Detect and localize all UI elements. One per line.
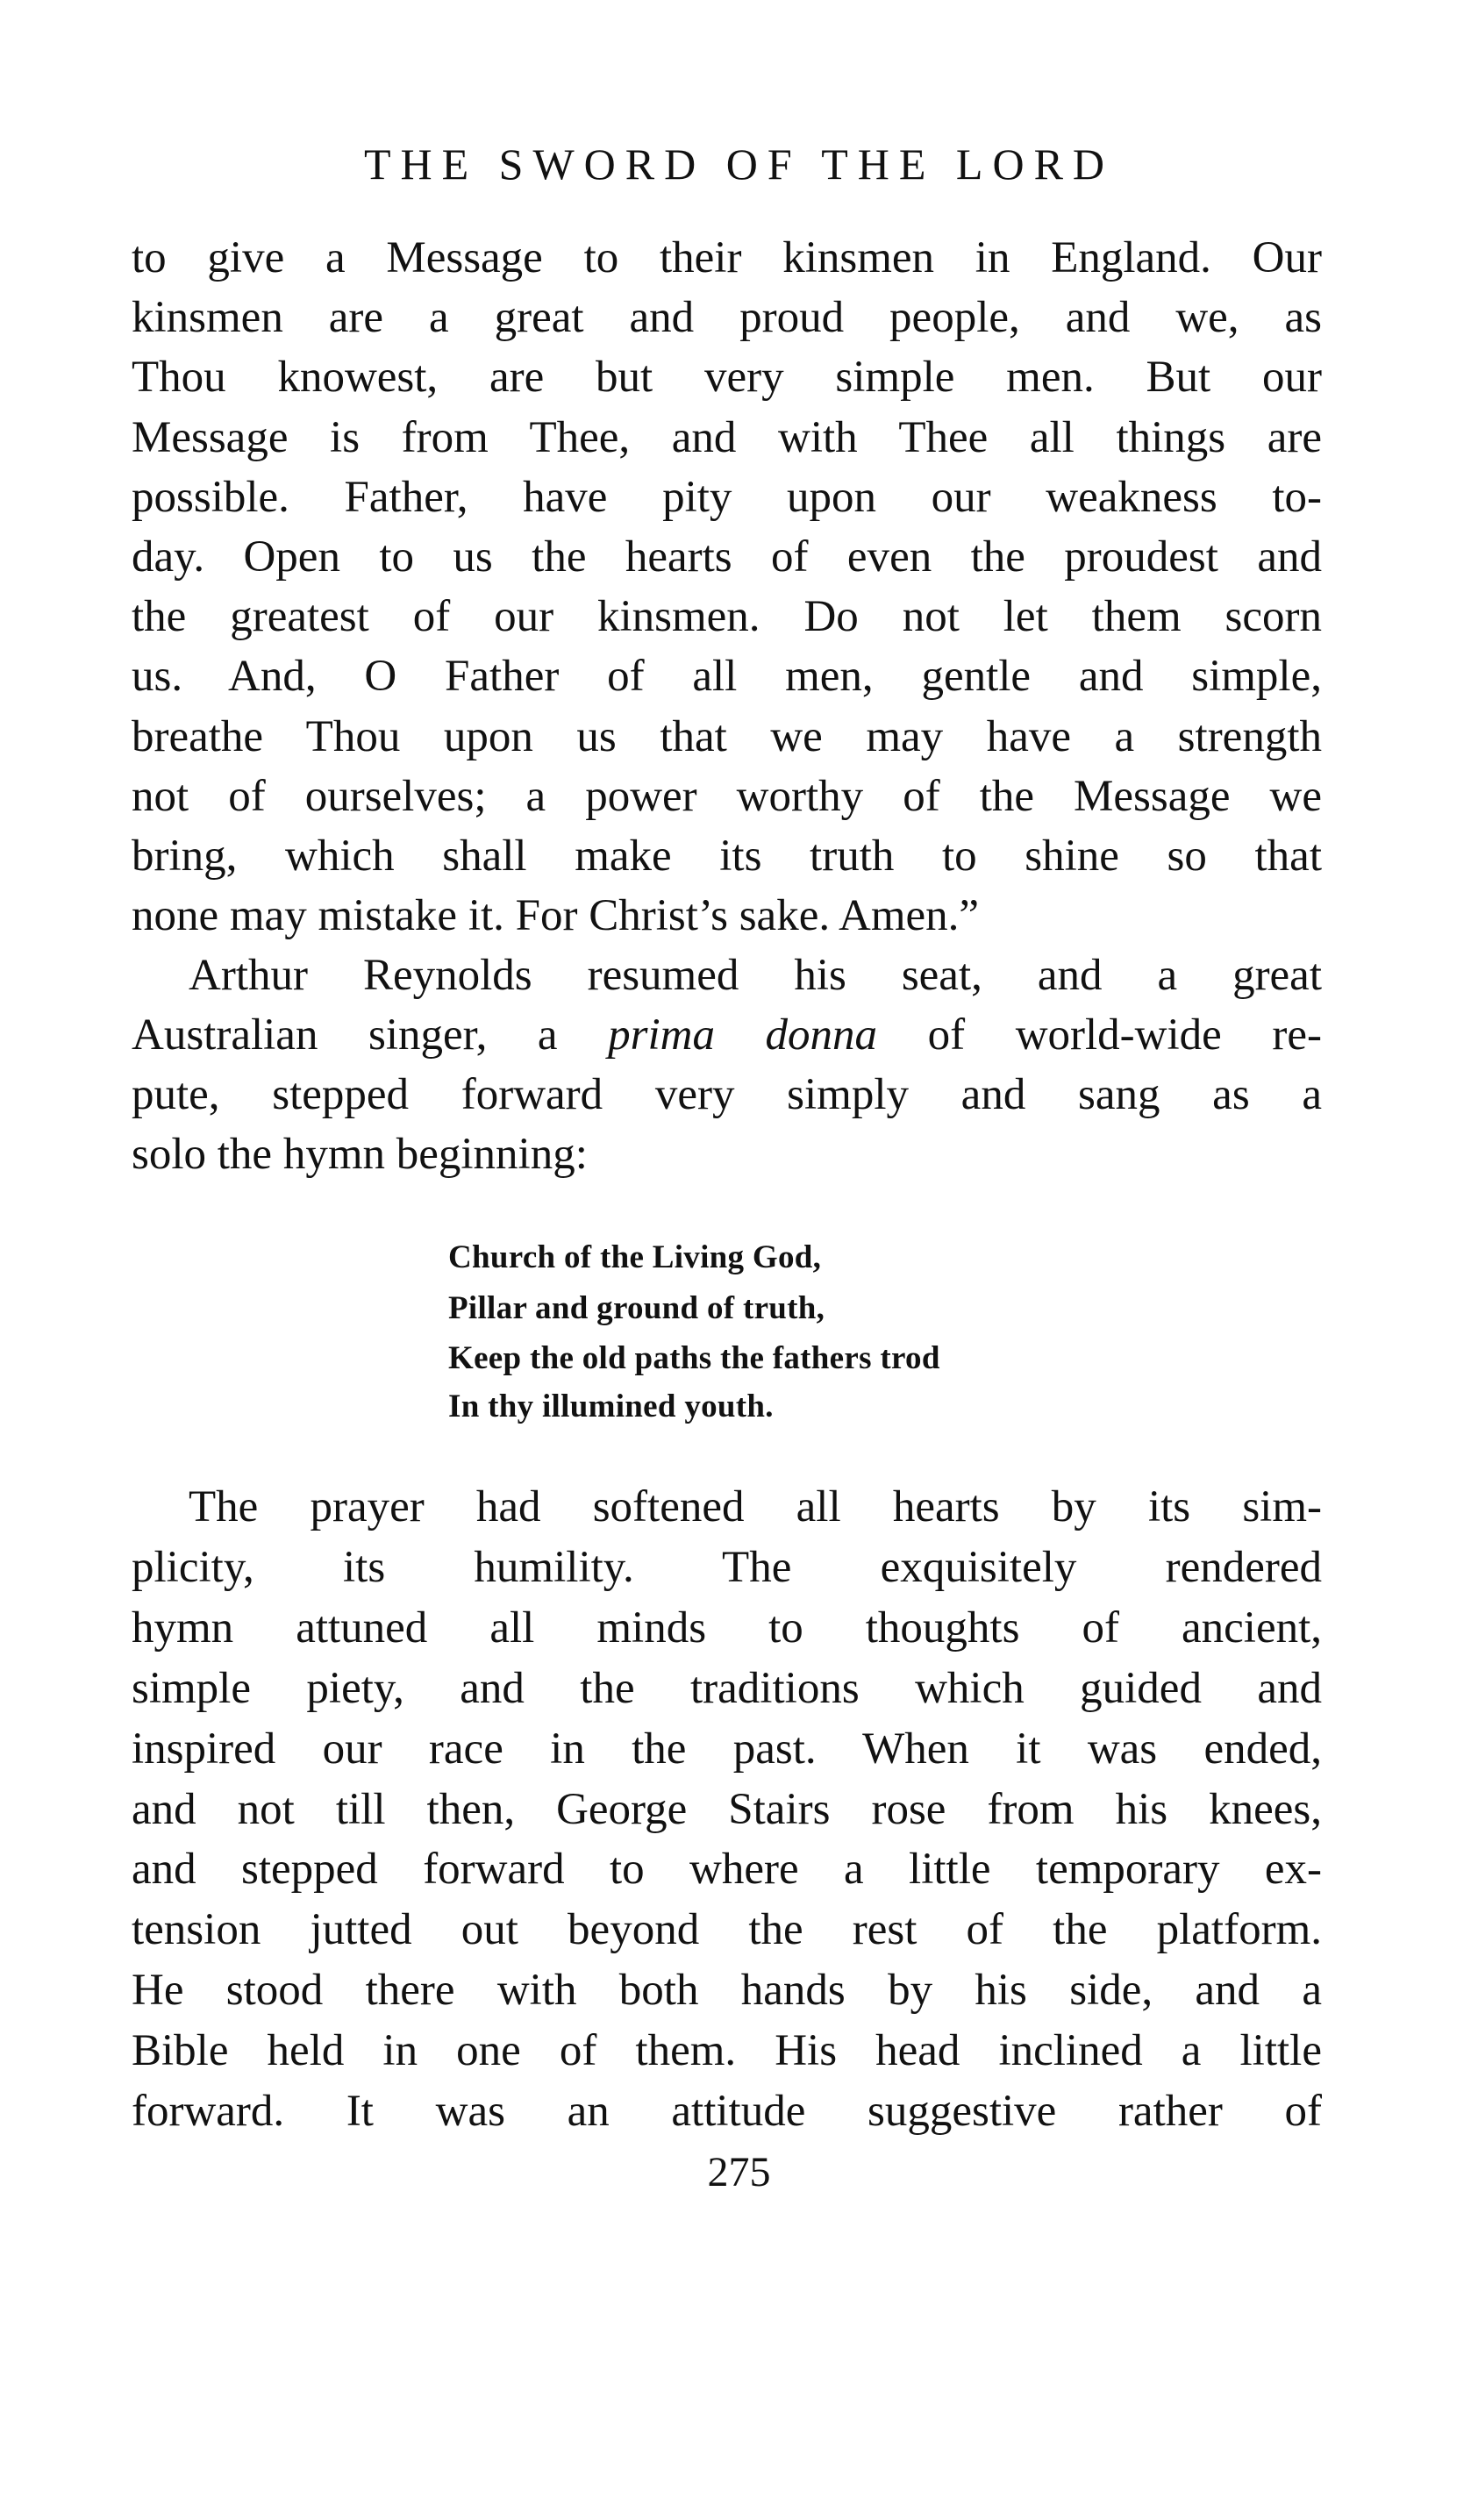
text-line: breathe Thou upon us that we may have a strength	[132, 711, 1322, 761]
text-segment: of world-wide re-	[877, 1010, 1322, 1060]
text-line: solo the hymn beginning:	[132, 1130, 588, 1179]
text-line: inspired our race in the past. When it was ended,	[132, 1724, 1322, 1774]
italic-phrase: prima donna	[608, 1010, 878, 1060]
text-line: and not till then, George Stairs rose from his knees,	[132, 1784, 1322, 1834]
page-number: 275	[707, 2149, 771, 2195]
text-line: Arthur Reynolds resumed his seat, and a great	[189, 951, 1322, 1000]
running-header: THE SWORD OF THE LORD	[363, 139, 1115, 189]
text-line: not of ourselves; a power worthy of the Message we	[132, 771, 1322, 821]
text-line: day. Open to us the hearts of even the proudest and	[132, 532, 1322, 582]
text-line: pute, stepped forward very simply and sang as a	[132, 1070, 1322, 1119]
hymn-line: Pillar and ground of truth,	[448, 1290, 825, 1326]
text-line: hymn attuned all minds to thoughts of ancient,	[132, 1603, 1322, 1653]
text-line: Message is from Thee, and with Thee all things are	[132, 412, 1322, 462]
text-line: Bible held in one of them. His head inclined a little	[132, 2026, 1322, 2076]
text-line: plicity, its humility. The exquisitely rendered	[132, 1542, 1322, 1592]
text-line: to give a Message to their kinsmen in England. Our	[132, 233, 1322, 282]
text-line: bring, which shall make its truth to shine so that	[132, 832, 1322, 881]
hymn-line: Keep the old paths the fathers trod	[448, 1340, 940, 1376]
text-line	[132, 1005, 1322, 1065]
text-line: and stepped forward to where a little temporary ex-	[132, 1845, 1322, 1895]
text-line: forward. It was an attitude suggestive rather of	[132, 2087, 1322, 2136]
text-line: none may mistake it. For Christ’s sake. Amen.”	[132, 891, 980, 941]
text-line: Thou knowest, are but very simple men. But our	[132, 353, 1322, 403]
hymn-line: In thy illumined youth.	[448, 1388, 774, 1424]
text-line: tension jutted out beyond the rest of the platform.	[132, 1905, 1322, 1955]
text-segment: Australian singer, a	[132, 1010, 609, 1060]
text-line: simple piety, and the traditions which guided and	[132, 1663, 1322, 1713]
text-line: the greatest of our kinsmen. Do not let them scorn	[132, 592, 1322, 642]
text-line: The prayer had softened all hearts by its sim-	[189, 1482, 1322, 1531]
hymn-line: Church of the Living God,	[448, 1239, 822, 1275]
text-line: us. And, O Father of all men, gentle and simple,	[132, 652, 1322, 702]
text-line: possible. Father, have pity upon our weakness to-	[132, 472, 1322, 522]
text-line: kinsmen are a great and proud people, and we, as	[132, 293, 1322, 343]
text-line: He stood there with both hands by his side, and a	[132, 1966, 1322, 2016]
